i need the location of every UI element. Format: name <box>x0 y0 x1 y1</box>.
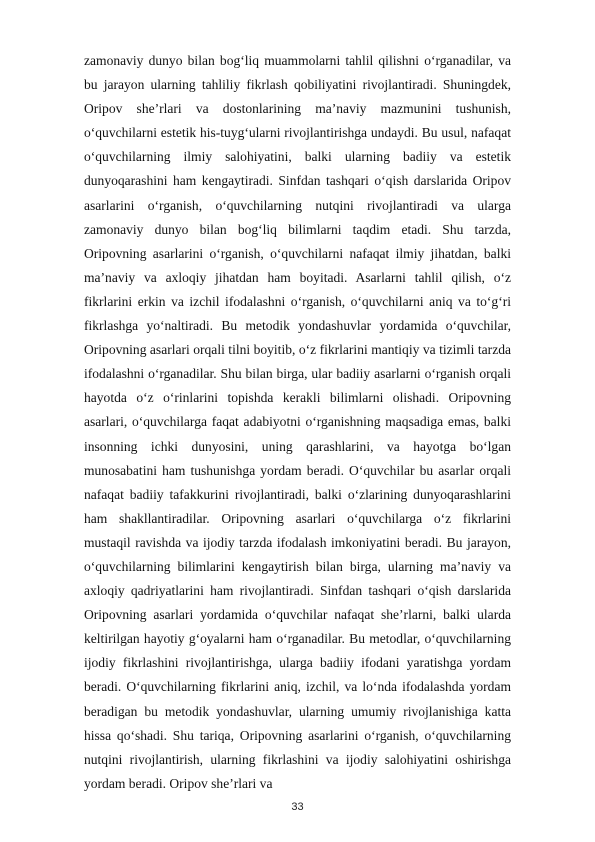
body-paragraph: zamonaviy dunyo bilan bog‘liq muammolarni tahlil qilishni o‘rganadilar, va bu jarayon ularning tahliliy fikrlash qobiliyatini rivojlantiradi. Shuningdek, Oripov she’rlari va dostonlarining ma’naviy mazmunini tushunish, o‘quvchilarni estetik his-tuyg‘ularni rivojlantirishga undaydi. Bu usul, nafaqat o‘quvchilarning ilmiy salohiyatini, balki ularning badiiy va estetik dunyoqarashini ham kengaytiradi. Sinfdan tashqari o‘qish darslarida Oripov asarlarini o‘rganish, o‘quvchilarning nutqini rivojlantiradi va ularga zamonaviy dunyo bilan bog‘liq bilimlarni taqdim etadi. Shu tarzda, Oripovning asarlarini o‘rganish, o‘quvchilarni nafaqat ilmiy jihatdan, balki ma’naviy va axloqiy jihatdan ham boyitadi. Asarlarni tahlil qilish, o‘z fikrlarini erkin va izchil ifodalashni o‘rganish, o‘quvchilarni aniq va to‘g‘ri fikrlashga yo‘naltiradi. Bu metodik yondashuvlar yordamida o‘quvchilar, Oripovning asarlari orqali tilni boyitib, o‘z fikrlarini mantiqiy va tizimli tarzda ifodalashni o‘rganadilar. Shu bilan birga, ular badiiy asarlarni o‘rganish orqali hayotda o‘z o‘rinlarini topishda kerakli bilimlarni olishadi. Oripovning asarlari, o‘quvchilarga faqat adabiyotni o‘rganishning maqsadiga emas, balki insonning ichki dunyosini, uning qarashlarini, va hayotga bo‘lgan munosabatini ham tushunishga yordam beradi. O‘quvchilar bu asarlar orqali nafaqat badiiy tafakkurini rivojlantiradi, balki o‘zlarining dunyoqarashlarini ham shakllantiradilar. Oripovning asarlari o‘quvchilarga o‘z fikrlarini mustaqil ravishda va ijodiy tarzda ifodalash imkoniyatini beradi. Bu jarayon, o‘quvchilarning bilimlarini kengaytirish bilan birga, ularning ma’naviy va axloqiy qadriyatlarini ham rivojlantiradi. Sinfdan tashqari o‘qish darslarida Oripovning asarlari yordamida o‘quvchilar nafaqat she’rlarni, balki ularda keltirilgan hayotiy g‘oyalarni ham o‘rganadilar. Bu metodlar, o‘quvchilarning ijodiy fikrlashini rivojlantirishga, ularga badiiy ifodani yaratishga yordam beradi. O‘quvchilarning fikrlarini aniq, izchil, va lo‘nda ifodalashda yordam beradigan bu metodik yondashuvlar, ularning umumiy rivojlanishiga katta hissa qo‘shadi. Shu tariqa, Oripovning asarlarini o‘rganish, o‘quvchilarning nutqini rivojlantirish, ularning fikrlashini va ijodiy salohiyatini oshirishga yordam beradi. Oripov she’rlari va <box>84 53 511 791</box>
page-number: 33 <box>291 801 304 813</box>
